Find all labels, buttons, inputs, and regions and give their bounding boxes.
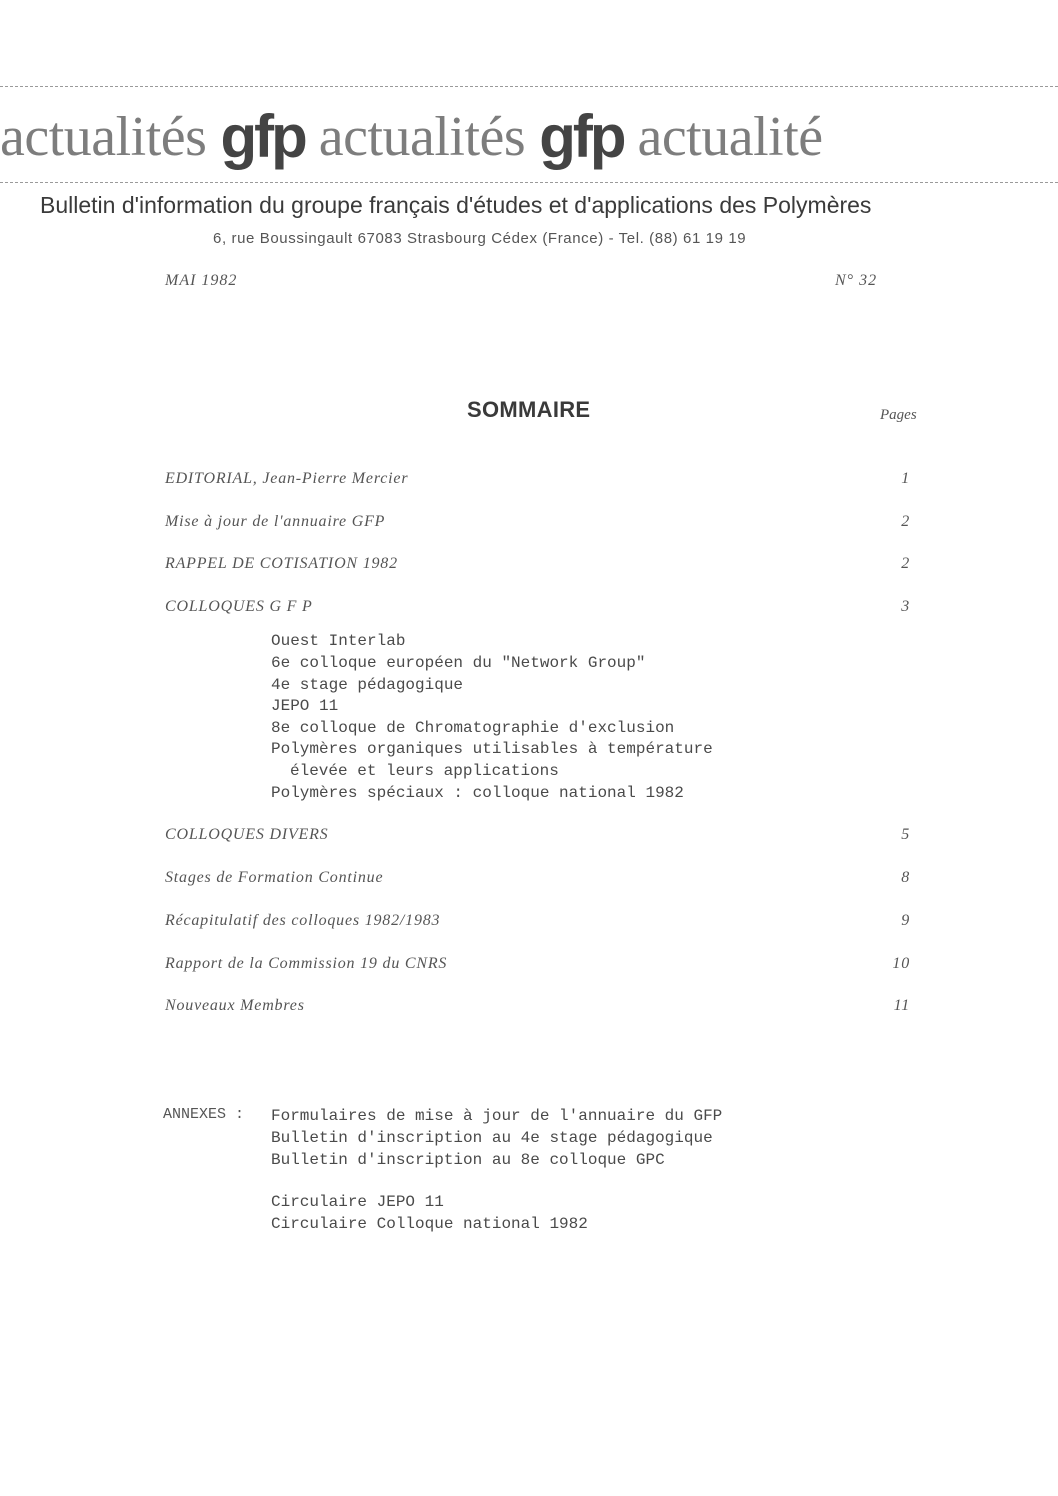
- annex-item: Bulletin d'inscription au 4e stage pédagogique: [271, 1129, 713, 1147]
- annex-item: Formulaires de mise à jour de l'annuaire du GFP: [271, 1107, 723, 1125]
- bulletin-subtitle: Bulletin d'information du groupe français d'études et d'applications des Polymères: [40, 192, 872, 218]
- toc-entry-title: Nouveaux Membres: [165, 997, 305, 1014]
- toc-entry-page: 9: [901, 912, 910, 929]
- masthead-word: actualités: [318, 106, 526, 168]
- issue-number: N° 32: [835, 272, 878, 289]
- colloque-item: Polymères spéciaux : colloque national 1982: [271, 784, 684, 802]
- masthead-bottom-rule: [0, 182, 1058, 183]
- annex-item: Circulaire JEPO 11: [271, 1193, 444, 1211]
- masthead: [0, 94, 1058, 180]
- pages-column-label: Pages: [880, 407, 917, 423]
- masthead-word: actualités: [0, 106, 207, 168]
- colloque-item: 6e colloque européen du "Network Group": [271, 654, 646, 672]
- toc-entry-page: 3: [901, 598, 910, 615]
- toc-entry-title: COLLOQUES G F P: [165, 598, 313, 615]
- annex-item: Circulaire Colloque national 1982: [271, 1215, 588, 1233]
- toc-entry-page: 5: [901, 826, 910, 843]
- toc-entry-title: Mise à jour de l'annuaire GFP: [165, 513, 386, 530]
- summary-title: SOMMAIRE: [467, 397, 591, 422]
- annex-item: Bulletin d'inscription au 8e colloque GPC: [271, 1151, 665, 1169]
- toc-entry-page: 11: [893, 997, 910, 1014]
- toc-entry-page: 10: [892, 955, 910, 972]
- colloque-item: Ouest Interlab: [271, 632, 406, 650]
- annexes-label: ANNEXES :: [163, 1106, 245, 1123]
- toc-entry-page: 2: [901, 555, 910, 572]
- colloque-item: 8e colloque de Chromatographie d'exclusion: [271, 719, 675, 737]
- toc-entry-title: RAPPEL DE COTISATION 1982: [165, 555, 398, 572]
- toc-entry-page: 8: [901, 869, 910, 886]
- colloque-item: JEPO 11: [271, 697, 339, 715]
- toc-entry-title: COLLOQUES DIVERS: [165, 826, 329, 843]
- colloque-item: 4e stage pédagogique: [271, 676, 464, 694]
- toc-entry-title: Récapitulatif des colloques 1982/1983: [165, 912, 441, 929]
- issue-date: MAI 1982: [165, 272, 238, 289]
- postal-address: 6, rue Boussingault 67083 Strasbourg Cédex (France) - Tel. (88) 61 19 19: [213, 230, 747, 247]
- toc-entry-title: EDITORIAL, Jean-Pierre Mercier: [165, 470, 409, 487]
- masthead-word: actualité: [637, 106, 823, 168]
- toc-entry-page: 2: [901, 513, 910, 530]
- toc-entry-title: Stages de Formation Continue: [165, 869, 384, 886]
- gfp-logo: gfp: [220, 103, 305, 170]
- colloque-item: Polymères organiques utilisables à température: [271, 740, 713, 758]
- colloque-item: élevée et leurs applications: [290, 762, 559, 780]
- toc-entry-title: Rapport de la Commission 19 du CNRS: [165, 955, 448, 972]
- masthead-top-rule: [0, 86, 1058, 87]
- toc-entry-page: 1: [901, 470, 910, 487]
- gfp-logo: gfp: [539, 103, 624, 170]
